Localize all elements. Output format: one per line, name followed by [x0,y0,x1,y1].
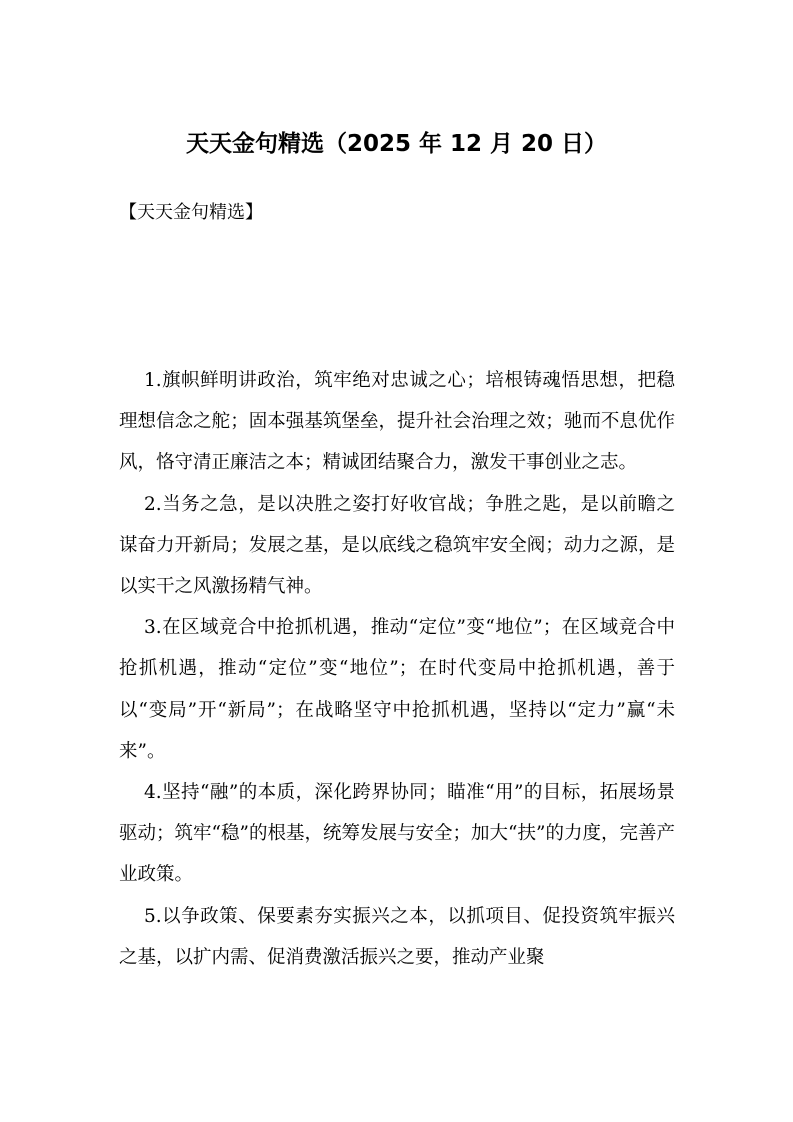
paragraph-5: 5.以争政策、保要素夯实振兴之本，以抓项目、促投资筑牢振兴之基，以扩内需、促消费激活振兴之要，推动产业聚 [119,905,675,968]
document-body [119,360,675,978]
paragraph-2: 2.当务之急，是以决胜之姿打好收官战；争胜之匙，是以前瞻之谋奋力开新局；发展之基，是以底线之稳筑牢安全阀；动力之源，是以实干之风激扬精气神。 [119,493,675,598]
paragraph-4: 4.坚持“融”的本质，深化跨界协同；瞄准“用”的目标，拓展场景驱动；筑牢“稳”的根基，统筹发展与安全；加大“扶”的力度，完善产业政策。 [119,782,675,886]
paragraph-3: 3.在区域竞合中抢抓机遇，推动“定位”变“地位”；在区域竞合中抢抓机遇，推动“定位”变“地位”；在时代变局中抢抓机遇，善于以“变局”开“新局”；在战略坚守中抢抓机遇，坚持以“定力”赢“未来”。 [119,617,675,762]
document-title: 天天金句精选（2025 年 12 月 20 日） [185,131,608,157]
section-label: 【天天金句精选】 [119,202,263,223]
paragraph-1: 1.旗帜鲜明讲政治，筑牢绝对忠诚之心；培根铸魂悟思想，把稳理想信念之舵；固本强基筑堡垒，提升社会治理之效；驰而不息优作风，恪守清正廉洁之本；精诚团结聚合力，激发干事创业之志。 [119,370,675,474]
